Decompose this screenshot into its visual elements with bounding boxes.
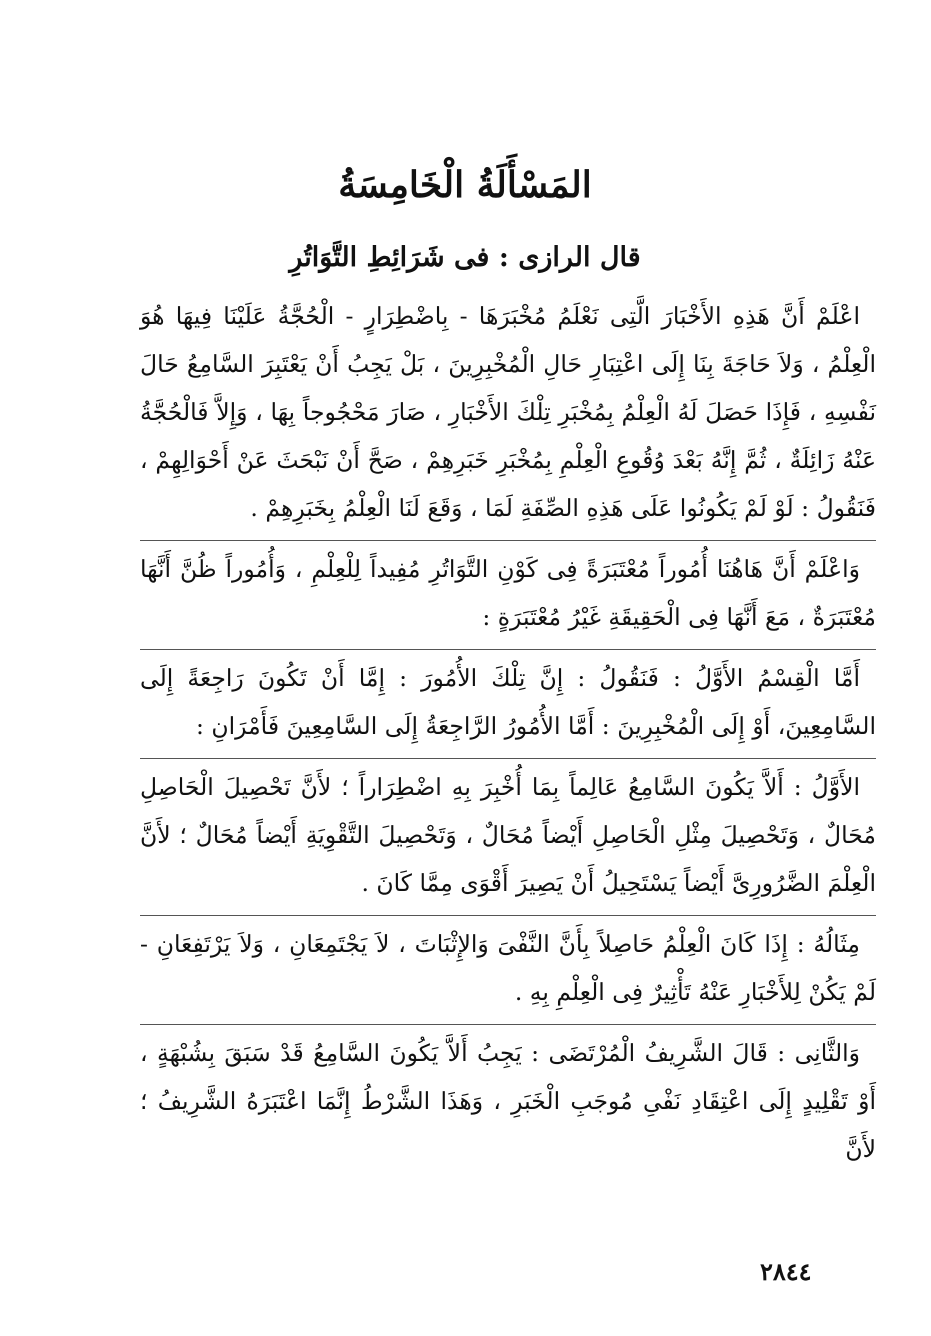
page-number: ٢٨٤٤ <box>760 1257 812 1286</box>
chapter-heading: المَسْأَلَةُ الْخَامِسَةُ <box>338 164 592 206</box>
section-subheading: قال الرازى : فى شَرَائِطِ التَّوَاتُرِ <box>289 242 641 273</box>
paragraph-2: وَاعْلَمْ أَنَّ هَاهُنَا أُمُوراً مُعْتَبَرَةً فِى كَوْنِ التَّوَاتُرِ مُفِيداً لِلْعِلْمِ ، وَأُمُوراً ظُنَّ أَنَّهَا مُعْتَبَرَةٌ ، مَعَ أَنَّهَا فِى الْحَقِيقَةِ غَيْرُ مُعْتَبَرَةٍ : <box>140 540 876 641</box>
body-text <box>140 292 876 1181</box>
paragraph-6: وَالثَّانِى : قَالَ الشَّرِيفُ الْمُرْتَضَى : يَجِبُ أَلاَّ يَكُونَ السَّامِعُ قَدْ سَبَقَ بِشُبْهَةٍ ، أَوْ تَقْلِيدٍ إِلَى اعْتِقَادِ نَفْىِ مُوجَبِ الْخَبَرِ ، وَهَذَا الشَّرْطُ إِنَّمَا اعْتَبَرَهُ الشَّرِيفُ ؛ لأَنَّ <box>140 1024 876 1173</box>
paragraph-5: مِثَالُهُ : إِذَا كَانَ الْعِلْمُ حَاصِلاً بِأَنَّ النَّفْىَ وَالإِثْبَاتَ ، لاَ يَجْتَمِعَانِ ، وَلاَ يَرْتَفِعَانِ - لَمْ يَكُنْ لِلأَخْبَارِ عَنْهُ تَأْثِيرٌ فِى الْعِلْمِ بِهِ . <box>140 915 876 1016</box>
paragraph-1: اعْلَمْ أَنَّ هَذِهِ الأَخْبَارَ الَّتِى نَعْلَمُ مُخْبَرَهَا - بِاضْطِرَارٍ - الْحُجَّةُ عَلَيْنَا فِيهَا هُوَ الْعِلْمُ ، وَلاَ حَاجَةَ بِنَا إِلَى اعْتِبَارِ حَالِ الْمُخْبِرِينَ ، بَلْ يَجِبُ أَنْ يَعْتَبِرَ السَّامِعُ حَالَ نَفْسِهِ ، فَإِذَا حَصَلَ لَهُ الْعِلْمُ بِمُخْبَرِ تِلْكَ الأَخْبَارِ ، صَارَ مَحْجُوجاً بِهَا ، وَإِلاَّ فَالْحُجَّةُ عَنْهُ زَائِلَةٌ ، ثُمَّ إِنَّهُ بَعْدَ وُقُوعِ الْعِلْمِ بِمُخْبَرِ خَبَرِهِمْ ، صَحَّ أَنْ نَبْحَثَ عَنْ أَحْوَالِهِمْ ، فَنَقُولُ : لَوْ لَمْ يَكُونُوا عَلَى هَذِهِ الصِّفَةِ لَمَا ، وَقَعَ لَنَا الْعِلْمُ بِخَبَرِهِمْ . <box>140 302 876 522</box>
paragraph-4: الأَوَّلُ : أَلاَّ يَكُونَ السَّامِعُ عَالِماً بِمَا أُخْبِرَ بِهِ اضْطِرَاراً ؛ لأَنَّ تَحْصِيلَ الْحَاصِلِ مُحَالٌ ، وَتَحْصِيلَ مِثْلِ الْحَاصِلِ أَيْضاً مُحَالٌ ، وَتَحْصِيلَ التَّقْوِيَةِ أَيْضاً مُحَالٌ ؛ لأَنَّ الْعِلْمَ الضَّرُورِىَّ أَيْضاً يَسْتَحِيلُ أَنْ يَصِيرَ أَقْوَى مِمَّا كَانَ . <box>140 758 876 907</box>
paragraph-3: أَمَّا الْقِسْمُ الأَوَّلُ : فَنَقُولُ : إِنَّ تِلْكَ الأُمُورَ : إِمَّا أَنْ تَكُونَ رَاجِعَةً إِلَى السَّامِعِينَ، أَوْ إِلَى الْمُخْبِرِينَ : أَمَّا الأُمُورُ الرَّاجِعَةُ إِلَى السَّامِعِينَ فَأَمْرَانِ : <box>140 649 876 750</box>
